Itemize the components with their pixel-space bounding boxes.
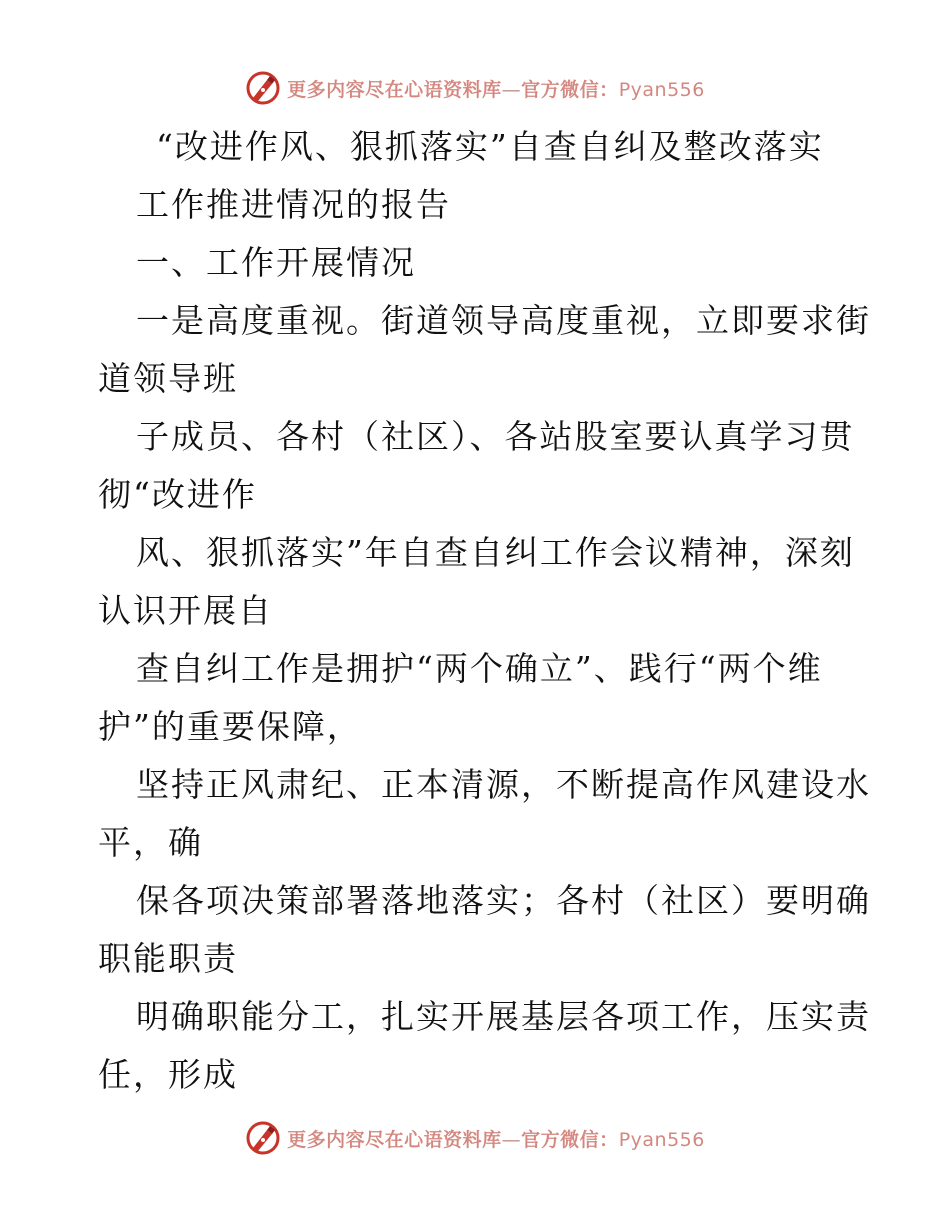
paragraph-line: 子成员、各村（社区）、各站股室要认真学习贯: [136, 417, 855, 456]
watermark-banner-bottom: [0, 1118, 950, 1158]
watermark-handle: Pyan556: [618, 78, 705, 101]
paragraph-line: 彻“改进作: [98, 475, 257, 514]
document-title-line: “改进作风、狠抓落实”自查自纠及整改落实: [156, 127, 824, 166]
paragraph-line: 任，形成: [98, 1055, 238, 1094]
watermark-left-text: 更多内容尽在心语资料库: [287, 78, 502, 101]
paragraph-line: 查自纠工作是拥护“两个确立”、践行“两个维: [136, 649, 823, 688]
document-body: [98, 118, 871, 1104]
watermark-dash: —: [501, 1128, 522, 1151]
paragraph-line: 平，确: [98, 823, 203, 862]
watermark-handle: Pyan556: [618, 1128, 705, 1151]
pen-logo-icon: [245, 1120, 281, 1156]
paragraph-line: 一是高度重视。街道领导高度重视，立即要求街: [136, 301, 871, 340]
paragraph-line: 坚持正风肃纪、正本清源，不断提高作风建设水: [136, 765, 871, 804]
paragraph-line: 保各项决策部署落地落实；各村（社区）要明确: [136, 881, 871, 920]
paragraph-line: 明确职能分工，扎实开展基层各项工作，压实责: [136, 997, 871, 1036]
watermark-text: [287, 75, 705, 102]
watermark-banner-top: [0, 68, 950, 108]
paragraph-line: 风、狠抓落实”年自查自纠工作会议精神，深刻: [136, 533, 855, 572]
watermark-right-text: 官方微信：: [521, 78, 619, 101]
document-title-line: 工作推进情况的报告: [136, 185, 451, 224]
paragraph-line: 护”的重要保障，: [98, 707, 362, 746]
watermark-text: [287, 1125, 705, 1152]
paragraph-line: 认识开展自: [98, 591, 273, 630]
watermark-dash: —: [501, 78, 522, 101]
watermark-right-text: 官方微信：: [521, 1128, 619, 1151]
paragraph-line: 一、工作开展情况: [136, 243, 416, 282]
pen-logo-icon: [245, 70, 281, 106]
paragraph-line: 道领导班: [98, 359, 238, 398]
paragraph-line: 职能职责: [98, 939, 238, 978]
watermark-left-text: 更多内容尽在心语资料库: [287, 1128, 502, 1151]
